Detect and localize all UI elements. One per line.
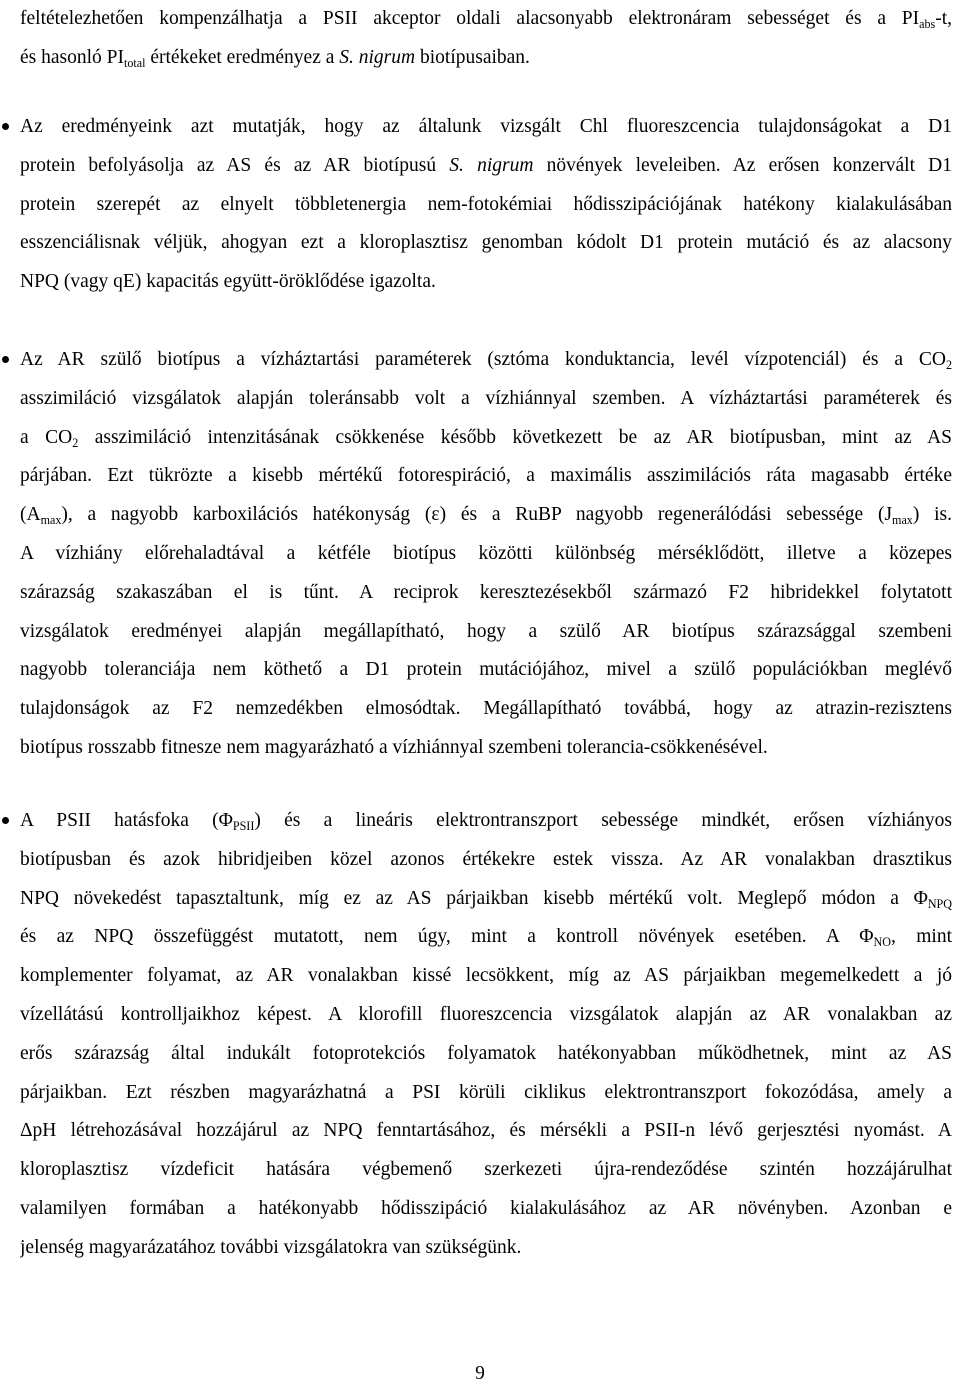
text-segment: protein befolyásolja az AS és az AR biotípusú — [20, 154, 450, 176]
text-segment: NPQ növekedést tapasztaltunk, míg ez az AS párjaikban kisebb mértékű volt. Meglepő módon a Φ — [20, 887, 928, 909]
text-segment: ) és a lineáris elektrontranszport sebessége mindkét, erősen vízhiányos — [254, 810, 952, 831]
text-segment: Az eredményeink azt mutatják, hogy az általunk vizsgált Chl fluoreszcencia tulajdonságokat a D1 — [20, 116, 952, 137]
subscript: PSII — [232, 819, 255, 834]
text-line — [20, 341, 952, 380]
text-segment: jelenség magyarázatához további vizsgálatokra van szükségünk. — [20, 1236, 522, 1258]
text-line — [20, 690, 952, 729]
text-line — [20, 1229, 952, 1268]
text-segment: vízellátású kontrolljaikhoz képest. A klorofill fluoreszcencia vizsgálatok alapján az AR vonalakban az — [20, 1003, 952, 1025]
text-segment: NPQ (vagy qE) kapacitás együtt-öröklődése igazolta. — [20, 271, 436, 293]
text-segment: feltételezhetően kompenzálhatja a PSII akceptor oldali alacsonyabb elektronáram sebességet és a PI — [20, 8, 920, 29]
text-segment: erős szárazság által indukált fotoprotekciós folyamatok hatékonyabban működhetnek, mint az AS — [20, 1042, 952, 1064]
italic-text: S. nigrum — [449, 154, 534, 176]
text-line — [20, 1035, 952, 1074]
subscript: total — [124, 56, 146, 71]
text-line — [20, 651, 952, 690]
text-segment: esszenciálisnak véljük, ahogyan ezt a kloroplasztisz genomban kódolt D1 protein mutáció és az alacsony — [20, 232, 952, 254]
subscript: abs — [919, 17, 936, 32]
text-segment: párjaikban. Ezt részben magyarázhatná a PSI körüli ciklikus elektrontranszport fokozódása, amely a — [20, 1081, 952, 1103]
text-segment: kloroplasztisz vízdeficit hatására végbemenő szerkezeti újra-rendeződése szintén hozzájárulhat — [20, 1159, 952, 1181]
text-line — [20, 186, 952, 225]
text-line — [20, 1151, 952, 1190]
paragraph — [20, 341, 952, 768]
text-segment: értékeket eredményez a — [145, 46, 340, 68]
text-line — [20, 380, 952, 419]
paragraph — [20, 108, 952, 302]
text-line — [20, 918, 952, 957]
text-line — [20, 224, 952, 263]
text-line — [20, 39, 952, 78]
text-segment: asszimiláció vizsgálatok alapján toleránsabb volt a vízhiánnyal szemben. A vízháztartási paraméterek és — [20, 387, 952, 409]
italic-text: S. nigrum — [339, 46, 416, 68]
text-line — [20, 574, 952, 613]
text-line — [20, 613, 952, 652]
text-line — [20, 0, 952, 39]
text-line — [20, 841, 952, 880]
text-line — [20, 535, 952, 574]
bullet-icon — [2, 123, 9, 130]
text-segment: -t, — [935, 8, 952, 29]
text-segment: a CO — [20, 426, 73, 448]
subscript: max — [40, 513, 62, 528]
subscript: NPQ — [927, 896, 952, 911]
text-segment: valamilyen formában a hatékonyabb hődisszipáció kialakulásához az AR növényben. Azonban e — [20, 1197, 952, 1219]
text-line — [20, 108, 952, 147]
text-segment: A vízhiány előrehaladtával a kétféle biotípus közötti különbség mérséklődött, illetve a közepes — [20, 542, 952, 564]
text-segment: komplementer folyamat, az AR vonalakban kissé lecsökkent, míg az AS párjaikban megemelkedett a jó — [20, 965, 952, 987]
text-segment: Az AR szülő biotípus a vízháztartási paraméterek (sztóma konduktancia, levél vízpotenciál) és a CO — [20, 349, 946, 370]
text-segment: és hasonló PI — [20, 46, 124, 68]
text-segment: és az NPQ összefüggést mutatott, nem úgy, mint a kontroll növények esetében. A Φ — [20, 926, 874, 948]
text-segment: vizsgálatok eredményei alapján megállapítható, hogy a szülő AR biotípus szárazsággal szembeni — [20, 620, 952, 642]
text-line — [20, 1112, 952, 1151]
text-segment: biotípus rosszabb fitnesze nem magyarázható a vízhiánnyal szembeni tolerancia-csökkenésével. — [20, 736, 768, 758]
subscript: 2 — [72, 435, 79, 450]
text-line — [20, 802, 952, 841]
text-line — [20, 880, 952, 919]
text-segment: , mint — [890, 926, 952, 948]
text-segment: párjában. Ezt tükrözte a kisebb mértékű fotorespiráció, a maximális asszimilációs ráta magasabb értéke — [20, 465, 952, 487]
text-line — [20, 957, 952, 996]
text-line — [20, 1190, 952, 1229]
text-segment: szárazság szakaszában el is tűnt. A reciprok keresztezésekből származó F2 hibridekkel folytatott — [20, 581, 952, 603]
text-line — [20, 729, 952, 768]
subscript: NO — [873, 935, 891, 950]
text-segment: növények leveleiben. Az erősen konzervált D1 — [533, 154, 952, 176]
text-line — [20, 147, 952, 186]
text-segment: biotípusaiban. — [415, 46, 530, 68]
text-segment: tulajdonságok az F2 nemzedékben elmosódtak. Megállapítható továbbá, hogy az atrazin-rezisztens — [20, 698, 952, 720]
text-segment: protein szerepét az elnyelt többletenergia nem-fotokémiai hődisszipációjának hatékony kialakulásában — [20, 193, 952, 215]
subscript: 2 — [945, 358, 952, 373]
bullet-icon — [2, 817, 9, 824]
text-segment: ) is. — [912, 504, 952, 526]
paragraph — [20, 0, 952, 78]
text-line — [20, 1074, 952, 1113]
text-segment: (A — [20, 504, 41, 526]
text-segment: ), a nagyobb karboxilációs hatékonyság (ε) és a RuBP nagyobb regenerálódási sebessége (J — [61, 504, 893, 526]
text-segment: asszimiláció intenzitásának csökkenése később következett be az AR biotípusban, mint az AS — [78, 426, 952, 448]
text-line — [20, 263, 952, 302]
bullet-icon — [2, 356, 9, 363]
paragraph — [20, 802, 952, 1268]
page-number: 9 — [475, 1363, 485, 1384]
text-segment: biotípusban és azok hibridjeiben közel azonos értékekre estek vissza. Az AR vonalakban drasztikus — [20, 848, 952, 870]
text-segment: A PSII hatásfoka (Φ — [20, 810, 233, 831]
text-line — [20, 496, 952, 535]
subscript: max — [892, 513, 913, 528]
text-segment: ΔpH létrehozásával hozzájárul az NPQ fenntartásához, és mérsékli a PSII-n lévő gerjesztési nyomást. A — [20, 1120, 952, 1142]
text-segment: nagyobb toleranciája nem köthető a D1 protein mutációjához, mivel a szülő populációkban meglévő — [20, 659, 952, 681]
text-line — [20, 457, 952, 496]
text-line — [20, 996, 952, 1035]
text-line — [20, 419, 952, 458]
